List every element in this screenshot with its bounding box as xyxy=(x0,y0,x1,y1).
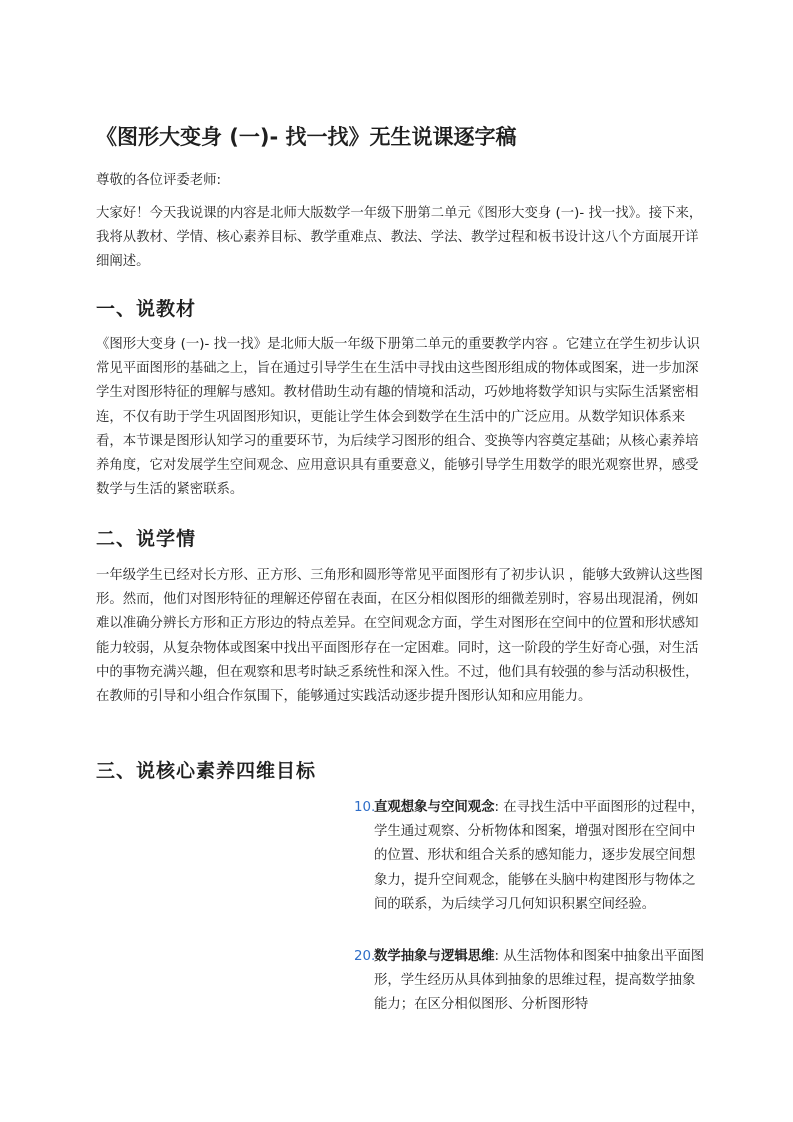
intro-paragraph: 大家好！今天我说课的内容是北师大版数学一年级下册第二单元《图形大变身 (一)- 找一找》。接下来，我将从教材、学情、核心素养目标、教学重难点、教法、学法、教学过程和板书设计这八个方面展开详细阐述。 xyxy=(96,206,703,270)
goal-item xyxy=(354,945,706,1018)
greeting: 尊敬的各位评委老师: xyxy=(96,173,222,188)
section-heading-goals: 三、说核心素养四维目标 xyxy=(96,760,317,782)
goal-number: 20. xyxy=(354,949,376,964)
goal-text: : 从生活物体和图案中抽象出平面图形，学生经历从具体到抽象的思维过程，提高数学抽象能力；在区分相似图形、分析图形特 xyxy=(374,949,705,1013)
goal-text: : 在寻找生活中平面图形的过程中，学生通过观察、分析物体和图案，增强对图形在空间中的位置、形状和组合关系的感知能力，逐步发展空间想象力，提升空间观念，能够在头脑中构建图形与物体之间的联系，为后续学习几何知识积累空间经验。 xyxy=(374,800,705,912)
section-heading-textbook: 一、说教材 xyxy=(96,298,197,320)
goal-term: 数学抽象与逻辑思维 xyxy=(374,949,495,964)
goal-item xyxy=(354,796,706,917)
goal-term: 直观想象与空间观念 xyxy=(374,800,495,815)
section-text-students: 一年级学生已经对长方形、正方形、三角形和圆形等常见平面图形有了初步认识 ，能够大致辨认这些图形。然而，他们对图形特征的理解还停留在表面，在区分相似图形的细微差别时，容易出现混淆，例如难以准确分辨长方形和正方形边的特点差异。在空间观念方面，学生对图形在空间中的位置和形状感知能力较弱，从复杂物体或图案中找出平面图形存在一定困难。同时，这一阶段的学生好奇心强，对生活中的事物充满兴趣，但在观察和思考时缺乏系统性和深入性。不过，他们具有较强的参与活动积极性，在教师的引导和小组合作氛围下，能够通过实践活动逐步提升图形认知和应用能力。 xyxy=(96,568,703,705)
goal-number: 10. xyxy=(354,800,376,815)
section-text-textbook: 《图形大变身 (一)- 找一找》是北师大版一年级下册第二单元的重要教学内容 。它建立在学生初步认识常见平面图形的基础之上，旨在通过引导学生在生活中寻找由这些图形组成的物体或图案，进一步加深学生对图形特征的理解与感知。教材借助生动有趣的情境和活动，巧妙地将数学知识与实际生活紧密相连，不仅有助于学生巩固图形知识，更能让学生体会到数学在生活中的广泛应用。从数学知识体系来看，本节课是图形认知学习的重要环节，为后续学习图形的组合、变换等内容奠定基础；从核心素养培养角度，它对发展学生空间观念、应用意识具有重要意义，能够引导学生用数学的眼光观察世界，感受数学与生活的紧密联系。 xyxy=(96,337,700,498)
section-heading-students: 二、说学情 xyxy=(96,528,197,550)
document-title: 《图形大变身 (一)- 找一找》无生说课逐字稿 xyxy=(96,125,517,149)
